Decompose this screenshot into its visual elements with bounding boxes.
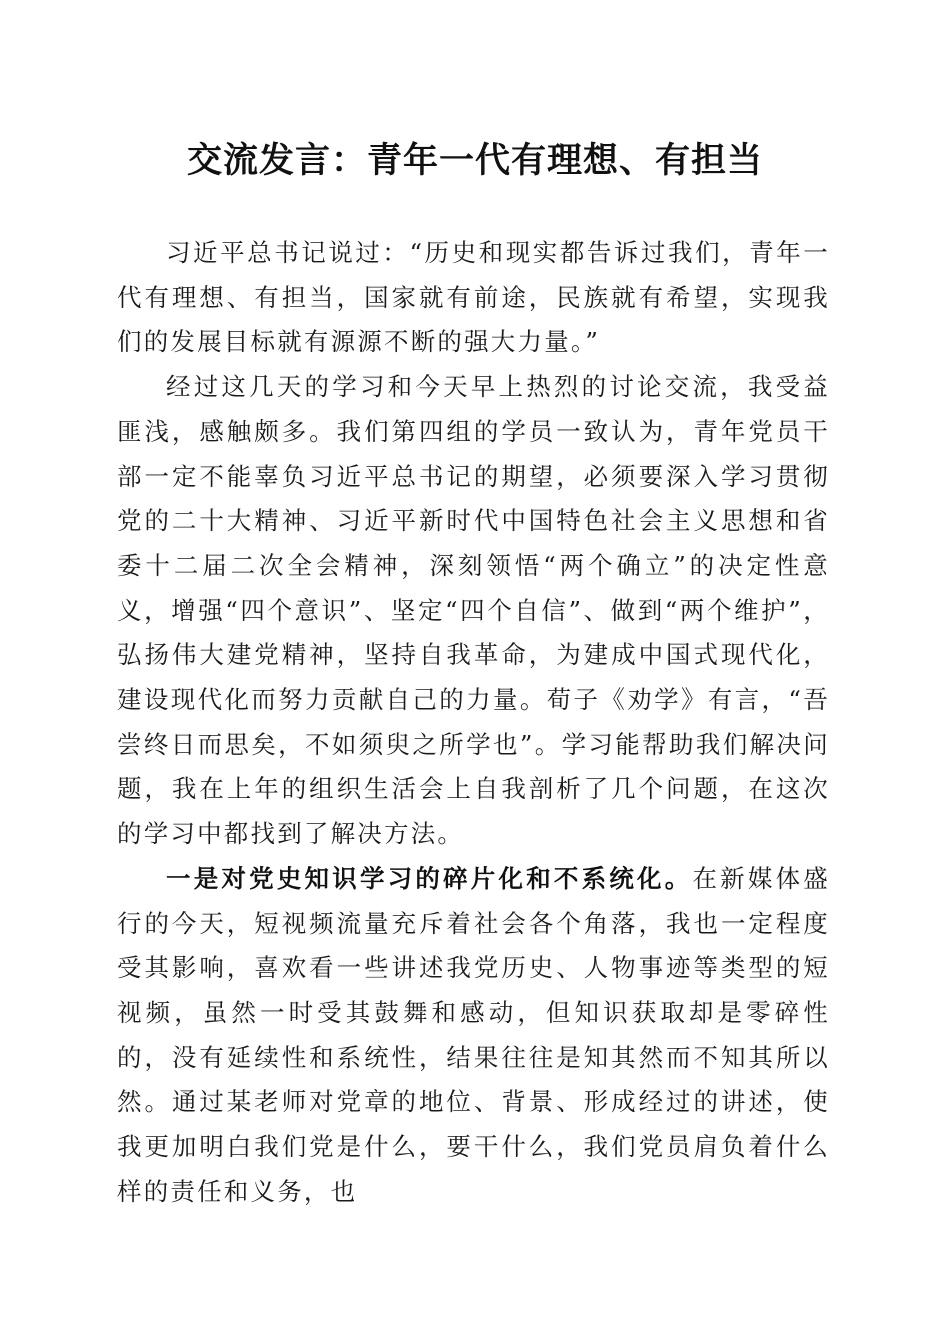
paragraph-text: 习近平总书记说过：“历史和现实都告诉过我们，青年一代有理想、有担当，国家就有前途，民族就有希望，实现我们的发展目标就有源源不断的强大力量。”	[117, 238, 830, 357]
paragraph-text: 经过这几天的学习和今天早上热烈的讨论交流，我受益匪浅，感触颇多。我们第四组的学员一致认为，青年党员干部一定不能辜负习近平总书记的期望，必须要深入学习贯彻党的二十大精神、习近平新时代中国特色社会主义思想和省委十二届二次全会精神，深刻领悟“两个确立”的决定性意义，增强“四个意识”、坚定“四个自信”、做到“两个维护”，弘扬伟大建党精神，坚持自我革命，为建成中国式现代化，建设现代化而努力贡献自己的力量。荀子《劝学》有言，“吾尝终日而思矣，不如须臾之所学也”。学习能帮助我们解决问题，我在上年的组织生活会上自我剖析了几个问题，在这次的学习中都找到了解决方法。	[117, 372, 830, 849]
paragraph-point-one	[117, 857, 830, 1215]
paragraph-lead-heading: 一是对党史知识学习的碎片化和不系统化。	[166, 863, 693, 893]
document-body	[117, 231, 830, 1214]
paragraph-quote	[117, 231, 830, 365]
paragraph-text: 在新媒体盛行的今天，短视频流量充斥着社会各个角落，我也一定程度受其影响，喜欢看一些讲述我党历史、人物事迹等类型的短视频，虽然一时受其鼓舞和感动，但知识获取却是零碎性的，没有延续性和系统性，结果往往是知其然而不知其所以然。通过某老师对党章的地位、背景、形成经过的讲述，使我更加明白我们党是什么，要干什么，我们党员肩负着什么样的责任和义务，也	[117, 863, 830, 1206]
paragraph-reflection	[117, 365, 830, 857]
document-title: 交流发言：青年一代有理想、有担当	[186, 140, 763, 181]
